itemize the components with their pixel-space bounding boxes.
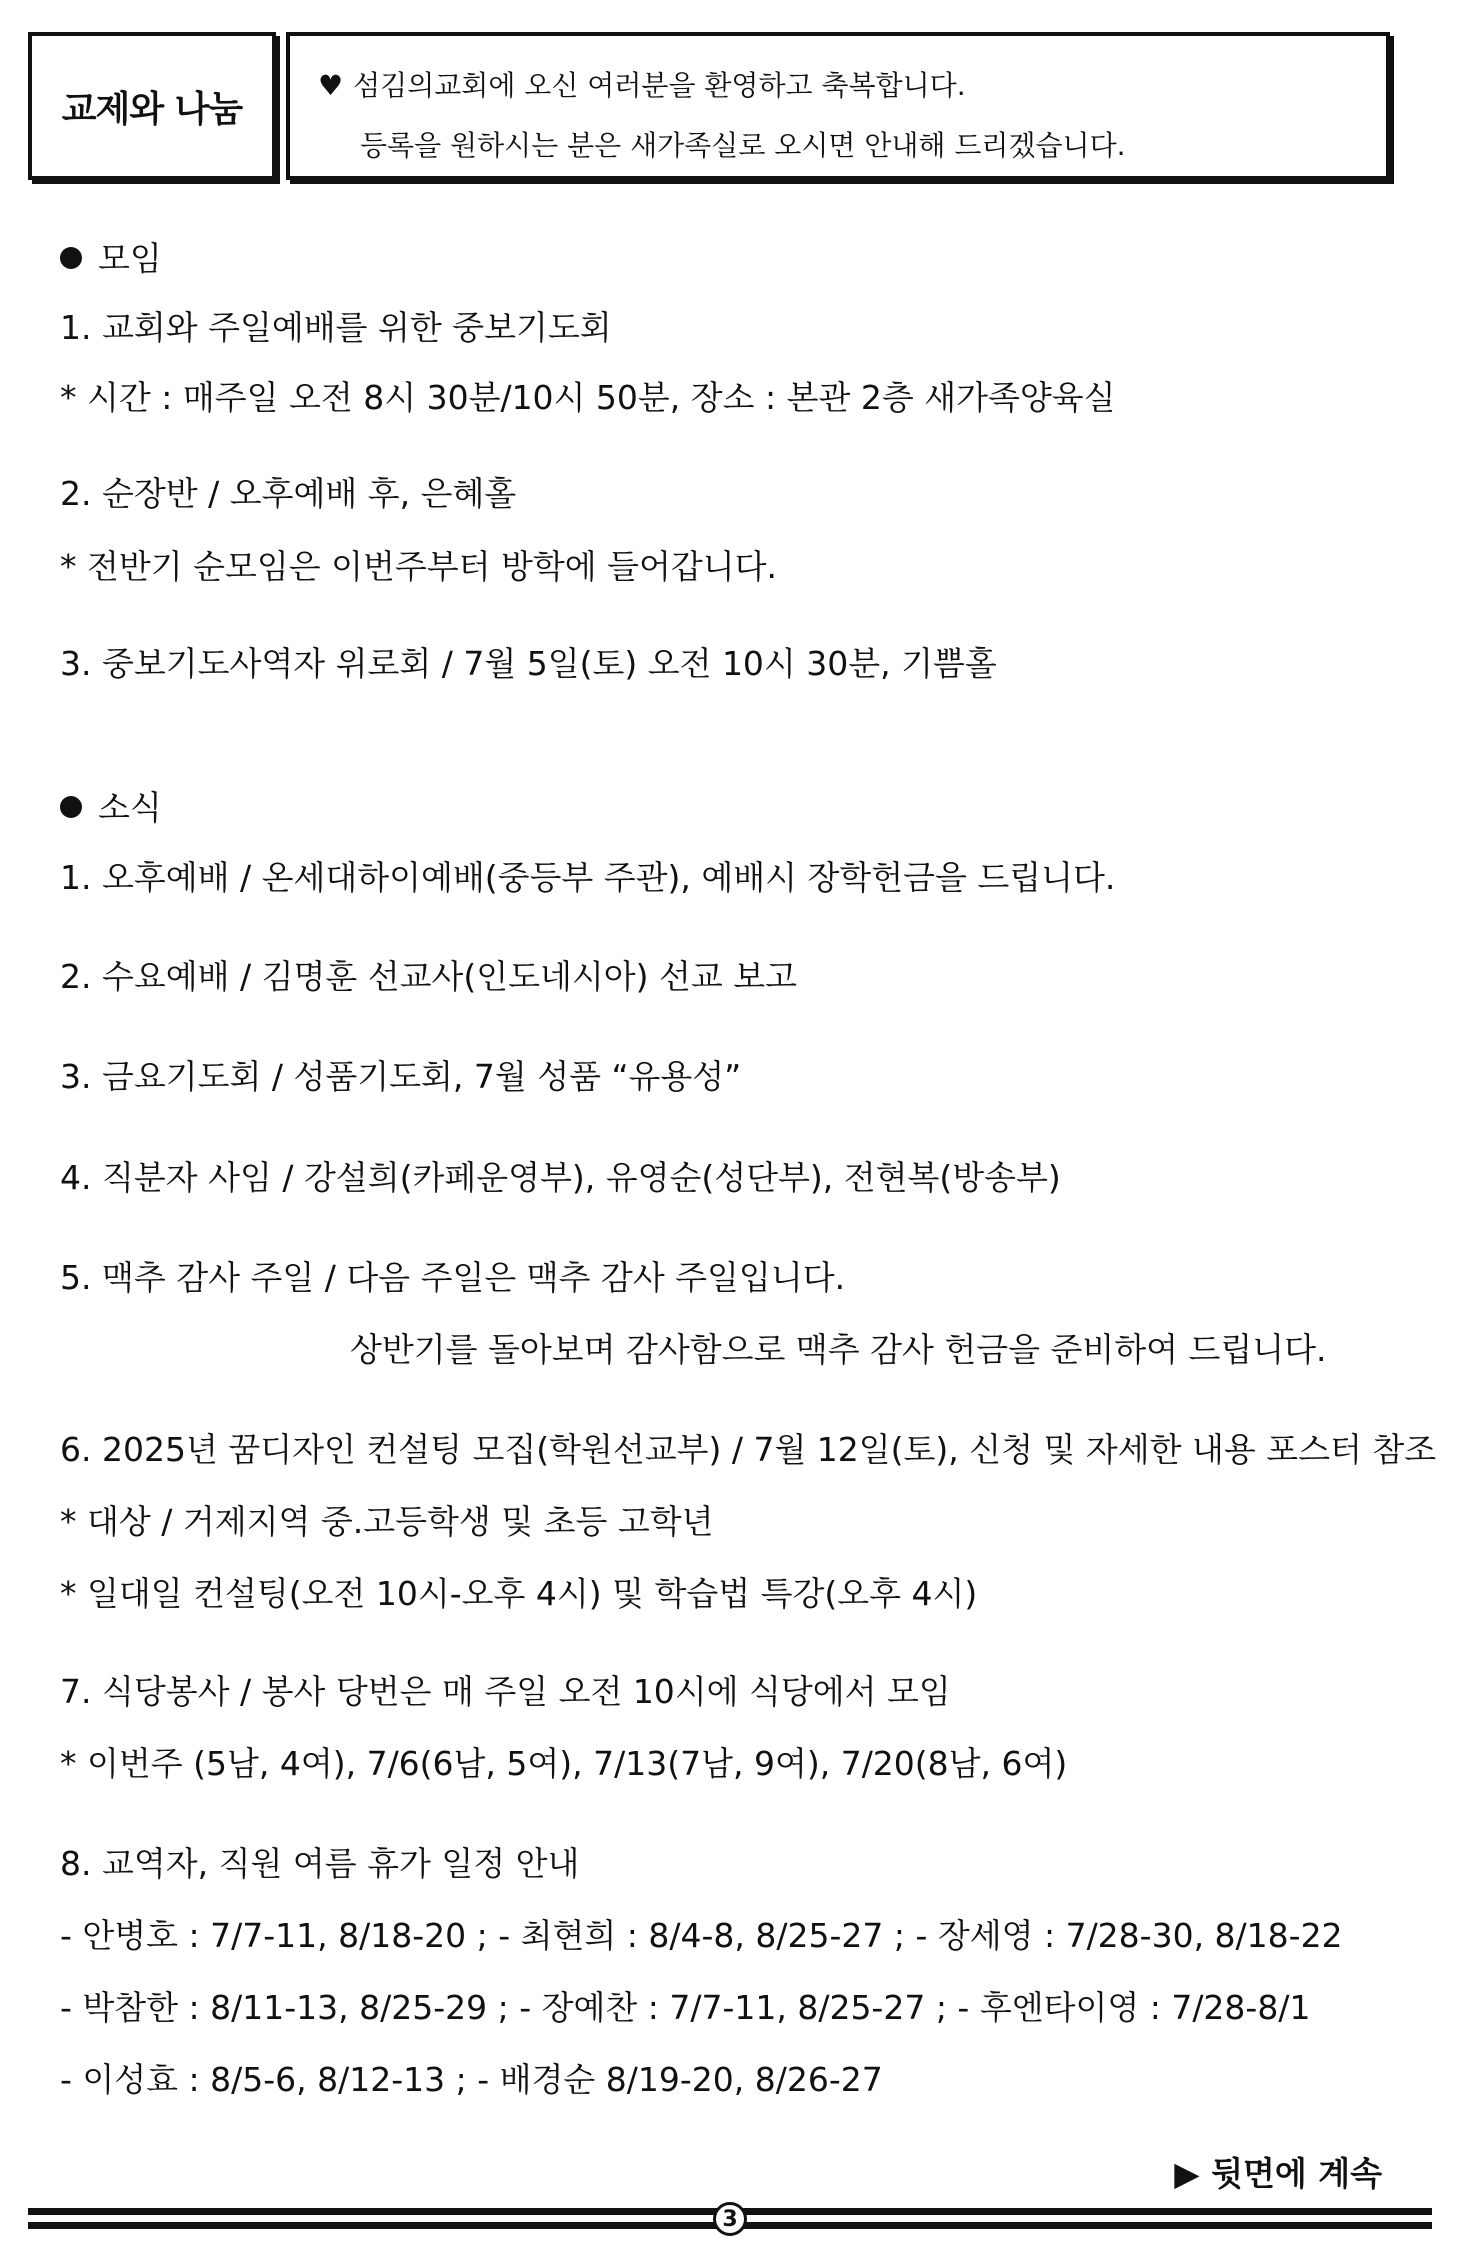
meeting-item: 2. 순장반 / 오후예배 후, 은혜홀	[60, 474, 517, 513]
welcome-text-1: 섬김의교회에 오신 여러분을 환영하고 축복합니다.	[353, 69, 966, 102]
welcome-line-1	[318, 64, 966, 104]
news-item: 1. 오후예배 / 온세대하이예배(중등부 주관), 예배시 장학헌금을 드립니다.	[60, 858, 1116, 897]
news-item: 3. 금요기도회 / 성품기도회, 7월 성품 “유용성”	[60, 1057, 742, 1096]
news-item: - 이성효 : 8/5-6, 8/12-13 ; - 배경순 8/19-20, 8/26-27	[60, 2060, 883, 2099]
news-item: 8. 교역자, 직원 여름 휴가 일정 안내	[60, 1844, 580, 1883]
continue-on-back-label: ▶ 뒷면에 계속	[1174, 2154, 1382, 2193]
news-item: - 박참한 : 8/11-13, 8/25-29 ; - 장예찬 : 7/7-11, 8/25-27 ; - 후엔타이영 : 7/28-8/1	[60, 1988, 1311, 2027]
meetings-heading	[60, 237, 162, 281]
news-item: 5. 맥추 감사 주일 / 다음 주일은 맥추 감사 주일입니다.	[60, 1258, 846, 1297]
section-title: 교제와 나눔	[61, 88, 243, 130]
news-item: 7. 식당봉사 / 봉사 당번은 매 주일 오전 10시에 식당에서 모임	[60, 1672, 951, 1711]
footer-rule	[28, 2208, 1432, 2232]
meeting-item: 3. 중보기도사역자 위로회 / 7월 5일(토) 오전 10시 30분, 기쁨홀	[60, 644, 997, 683]
meeting-item: 1. 교회와 주일예배를 위한 중보기도회	[60, 308, 612, 347]
welcome-line-2: 등록을 원하시는 분은 새가족실로 오시면 안내해 드리겠습니다.	[360, 129, 1126, 162]
meeting-item: * 시간 : 매주일 오전 8시 30분/10시 50분, 장소 : 본관 2층 새가족양육실	[60, 378, 1116, 417]
welcome-box	[286, 32, 1390, 180]
news-item: * 대상 / 거제지역 중.고등학생 및 초등 고학년	[60, 1502, 714, 1541]
news-item: 4. 직분자 사임 / 강설희(카페운영부), 유영순(성단부), 전현복(방송부)	[60, 1158, 1061, 1197]
news-item: 2. 수요예배 / 김명훈 선교사(인도네시아) 선교 보고	[60, 957, 797, 996]
news-item: * 일대일 컨설팅(오전 10시-오후 4시) 및 학습법 특강(오후 4시)	[60, 1574, 978, 1613]
section-title-box	[28, 32, 276, 180]
meeting-item: * 전반기 순모임은 이번주부터 방학에 들어갑니다.	[60, 547, 777, 586]
bullet-icon	[60, 247, 82, 269]
news-item: - 안병호 : 7/7-11, 8/18-20 ; - 최현희 : 8/4-8, 8/25-27 ; - 장세영 : 7/28-30, 8/18-22	[60, 1916, 1343, 1955]
news-item: 6. 2025년 꿈디자인 컨설팅 모집(학원선교부) / 7월 12일(토), 신청 및 자세한 내용 포스터 참조	[60, 1430, 1437, 1469]
meetings-heading-label: 모임	[98, 239, 162, 278]
news-heading-label: 소식	[98, 788, 162, 827]
news-item-continued: 상반기를 돌아보며 감사함으로 맥추 감사 헌금을 준비하여 드립니다.	[350, 1330, 1327, 1369]
bullet-icon	[60, 796, 82, 818]
news-item: * 이번주 (5남, 4여), 7/6(6남, 5여), 7/13(7남, 9여), 7/20(8남, 6여)	[60, 1744, 1068, 1783]
heart-icon: ♥	[318, 69, 344, 102]
news-heading	[60, 786, 162, 830]
page-number: 3	[713, 2202, 747, 2236]
